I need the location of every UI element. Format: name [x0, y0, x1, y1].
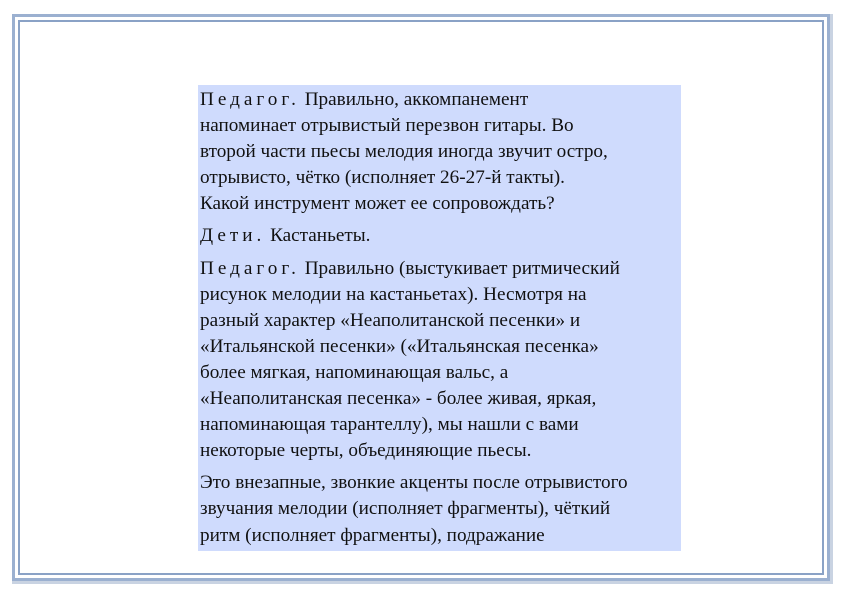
- text-line: ритм (исполняет фрагменты), подражание: [200, 524, 545, 546]
- frame-shadow: [830, 14, 833, 584]
- text-line: Кастаньеты.: [265, 225, 371, 247]
- frame-shadow: [12, 581, 833, 584]
- speaker-label: Дети.: [200, 225, 266, 247]
- text-line: рисунок мелодии на кастаньетах). Несмотря на: [200, 283, 587, 305]
- text-line: разный характер «Неаполитанской песенки» и: [200, 309, 581, 331]
- text-line: напоминает отрывистый перезвон гитары. Во: [200, 115, 574, 137]
- text-line: отрывисто, чётко (исполняет 26-27-й такты).: [200, 167, 565, 189]
- text-line: Правильно (выстукивает ритмический: [299, 257, 620, 279]
- speaker-label: Педагог.: [200, 89, 300, 110]
- text-line: «Итальянской песенки» («Итальянская песенка»: [200, 335, 599, 357]
- text-line: некоторые черты, объединяющие пьесы.: [200, 440, 532, 462]
- dialogue-text-box: [198, 85, 681, 551]
- text-line: второй части пьесы мелодия иногда звучит остро,: [200, 141, 608, 163]
- text-line: Это внезапные, звонкие акценты после отрывистого: [200, 472, 628, 494]
- text-line: звучания мелодии (исполняет фрагменты), чёткий: [200, 498, 611, 520]
- dialogue-paragraph: [200, 256, 681, 465]
- text-line: Какой инструмент может ее сопровождать?: [200, 193, 555, 215]
- speaker-label: Педагог.: [200, 257, 300, 279]
- text-line: «Неаполитанская песенка» - более живая, яркая,: [200, 388, 597, 410]
- text-line: напоминающая тарантеллу), мы нашли с вами: [200, 414, 579, 436]
- dialogue-paragraph: [200, 223, 681, 249]
- dialogue-paragraph: [200, 470, 681, 548]
- dialogue-paragraph: [200, 87, 681, 217]
- text-line: более мягкая, напоминающая вальс, а: [200, 361, 509, 383]
- text-line: Правильно, аккомпанемент: [299, 89, 529, 110]
